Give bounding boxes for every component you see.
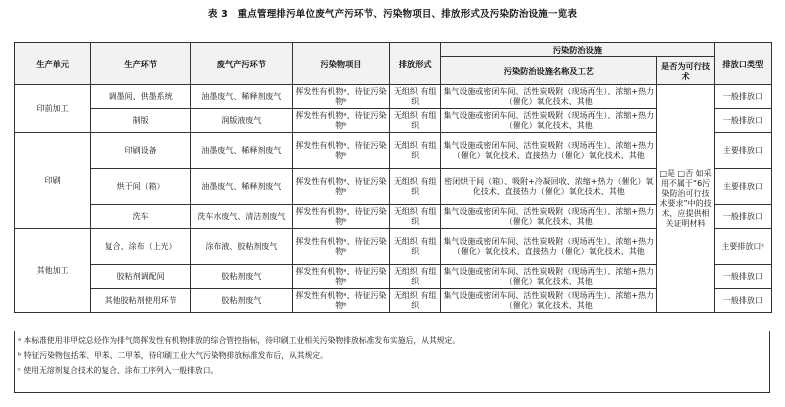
- process-cell: 其他胶粘剂使用环节: [91, 289, 191, 313]
- facility-cell: 集气设施或密闭车间、活性炭吸附（现场再生）、浓缩+热力（催化）氧化技术、其他: [441, 205, 657, 229]
- source-cell: 油墨废气、稀释剂废气: [190, 133, 292, 169]
- facility-cell: 密闭烘干间（箱）、吸附+冷凝回收、浓缩+热力（催化）氧化技术、直接热力（催化）氧化技术、其他: [441, 169, 657, 205]
- footnote-b: ᵇ 特征污染物包括苯、甲苯、二甲苯，待印刷工业大气污染物排放标准发布后，从其规定。: [18, 351, 328, 360]
- outlet-cell: 一般排放口: [714, 85, 771, 109]
- outlet-cell: 主要排放口: [714, 133, 771, 169]
- pollutant-cell: 挥发性有机物ᵃ、待征污染物ᵇ: [292, 289, 390, 313]
- header-feasible: 是否为可行技术: [657, 57, 714, 85]
- process-cell: 烘干间（箱）: [91, 169, 191, 205]
- header-facility-name: 污染防治设施名称及工艺: [441, 57, 657, 85]
- outlet-cell: 一般排放口: [714, 109, 771, 133]
- header-outlet: 排放口类型: [714, 43, 771, 85]
- footnote-a: ᵃ 本标准使用非甲烷总烃作为排气筒挥发性有机物排放的综合管控指标，待印刷工业相关污染物排放标准发布实施后，从其规定。: [18, 336, 461, 345]
- emission-cell: 无组织 有组织: [390, 289, 441, 313]
- process-cell: 调墨间、供墨系统: [91, 85, 191, 109]
- header-pollutant: 污染物项目: [292, 43, 390, 85]
- pollutant-cell: 挥发性有机物ᵃ、待征污染物ᵇ: [292, 133, 390, 169]
- header-source: 废气产污环节: [190, 43, 292, 85]
- outlet-cell: 一般排放口: [714, 205, 771, 229]
- emission-cell: 无组织 有组织: [390, 169, 441, 205]
- outlet-cell: 主要排放口ᶜ: [714, 229, 771, 265]
- process-cell: 印刷设备: [91, 133, 191, 169]
- unit-cell: 其他加工: [15, 229, 91, 313]
- source-cell: 油墨废气、稀释剂废气: [190, 169, 292, 205]
- source-cell: 胶粘剂废气: [190, 265, 292, 289]
- unit-cell: 印刷: [15, 133, 91, 229]
- facility-cell: 集气设施或密闭车间、活性炭吸附（现场再生）、浓缩+热力（催化）氧化技术、其他: [441, 265, 657, 289]
- process-cell: 制版: [91, 109, 191, 133]
- emission-cell: 无组织 有组织: [390, 133, 441, 169]
- header-emission: 排放形式: [390, 43, 441, 85]
- pollutant-cell: 挥发性有机物ᵃ、待征污染物ᵇ: [292, 205, 390, 229]
- emission-cell: 无组织 有组织: [390, 85, 441, 109]
- process-cell: 复合、涂布（上光）: [91, 229, 191, 265]
- pollutant-cell: 挥发性有机物ᵃ、待征污染物ᵇ: [292, 85, 390, 109]
- emission-cell: 无组织 有组织: [390, 229, 441, 265]
- emission-cell: 无组织 有组织: [390, 205, 441, 229]
- process-cell: 洗车: [91, 205, 191, 229]
- source-cell: 润版液废气: [190, 109, 292, 133]
- header-process: 生产环节: [91, 43, 191, 85]
- facility-cell: 集气设施或密闭车间、活性炭吸附（现场再生）、浓缩+热力（催化）氧化技术、其他: [441, 289, 657, 313]
- source-cell: 洗车水废气、清洁剂废气: [190, 205, 292, 229]
- pollutant-cell: 挥发性有机物ᵃ、待征污染物ᵇ: [292, 229, 390, 265]
- emission-cell: 无组织 有组织: [390, 109, 441, 133]
- pollutant-cell: 挥发性有机物ᵃ、待征污染物ᵇ: [292, 109, 390, 133]
- process-cell: 胶粘剂调配间: [91, 265, 191, 289]
- footnotes: [14, 331, 770, 393]
- source-cell: 胶粘剂废气: [190, 289, 292, 313]
- source-cell: 涂布液、胶粘剂废气: [190, 229, 292, 265]
- feasible-cell: □是 □否 如采用不属于“6污染防治可行技术要求”中的技术，应提供相关证明材料: [657, 85, 714, 313]
- source-cell: 油墨废气、稀释剂废气: [190, 85, 292, 109]
- unit-cell: 印前加工: [15, 85, 91, 133]
- outlet-cell: 一般排放口: [714, 289, 771, 313]
- table-title: 表 3 重点管理排污单位废气产污环节、污染物项目、排放形式及污染防治设施一览表: [207, 9, 578, 20]
- outlet-cell: 主要排放口: [714, 169, 771, 205]
- facility-cell: 集气设施或密闭车间、活性炭吸附（现场再生）、浓缩+热力（催化）氧化技术、直接热力（催化）氧化技术、其他: [441, 229, 657, 265]
- footnote-c: ᶜ 使用无溶剂复合技术的复合、涂布工序列入一般排放口。: [18, 366, 219, 375]
- emission-cell: 无组织 有组织: [390, 265, 441, 289]
- emission-table: [14, 42, 772, 313]
- header-unit: 生产单元: [15, 43, 91, 85]
- outlet-cell: 一般排放口: [714, 265, 771, 289]
- facility-cell: 集气设施或密闭车间、活性炭吸附（现场再生）、浓缩+热力（催化）氧化技术、直接热力（催化）氧化技术、其他: [441, 133, 657, 169]
- table-row: [15, 85, 772, 109]
- pollutant-cell: 挥发性有机物ᵃ、待征污染物ᵇ: [292, 265, 390, 289]
- pollutant-cell: 挥发性有机物ᵃ、待征污染物ᵇ: [292, 169, 390, 205]
- header-facility-group: 污染防治设施: [441, 43, 715, 57]
- facility-cell: 集气设施或密闭车间、活性炭吸附（现场再生）、浓缩+热力（催化）氧化技术、其他: [441, 109, 657, 133]
- facility-cell: 集气设施或密闭车间、活性炭吸附（现场再生）、浓缩+热力（催化）氧化技术、其他: [441, 85, 657, 109]
